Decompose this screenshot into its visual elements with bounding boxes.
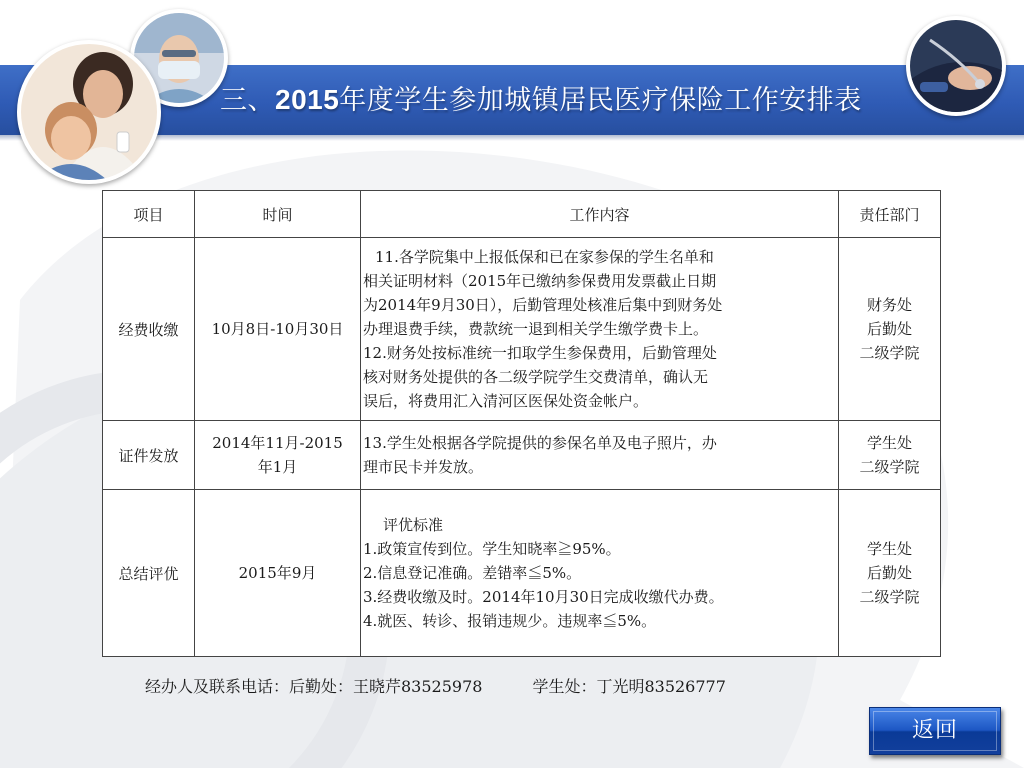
cell-dept [839, 421, 941, 490]
contact-student-office: 学生处：丁光明83526777 [532, 677, 726, 696]
content-line: 误后，将费用汇入清河区医保处资金帐户。 [363, 392, 649, 410]
content-line: 2.信息登记准确。差错率≦5%。 [363, 564, 582, 582]
content-line: 4.就医、转诊、报销违规少。违规率≦5%。 [363, 612, 657, 630]
slide-title [220, 80, 940, 120]
cell-dept [839, 490, 941, 657]
schedule-table [102, 190, 941, 657]
schedule-table-container [102, 190, 940, 657]
table-row [103, 421, 941, 490]
cell-content [361, 238, 839, 421]
cell-content [361, 490, 839, 657]
dept-line: 二级学院 [859, 588, 920, 606]
header-content: 工作内容 [361, 191, 839, 238]
content-line: 核对财务处提供的各二级学院学生交费清单，确认无 [363, 368, 709, 386]
table-row [103, 490, 941, 657]
family-photo-icon [17, 40, 161, 184]
content-line: 评优标准 [383, 516, 444, 534]
table-header-row [103, 191, 941, 238]
cell-item: 经费收缴 [103, 238, 195, 421]
title-prefix: 三、 [220, 85, 275, 116]
cell-time: 10月8日-10月30日 [195, 238, 361, 421]
dept-line: 后勤处 [866, 320, 912, 338]
time-line: 2014年11月-2015 [212, 434, 343, 452]
time-line: 年1月 [257, 458, 298, 476]
content-line: 12.财务处按标准统一扣取学生参保费用，后勤管理处 [363, 344, 717, 362]
content-line: 理市民卡并发放。 [363, 458, 484, 476]
back-button[interactable] [869, 707, 1001, 755]
dept-line: 学生处 [866, 434, 912, 452]
cell-content [361, 421, 839, 490]
cell-time [195, 421, 361, 490]
cell-time: 2015年9月 [195, 490, 361, 657]
dept-line: 财务处 [866, 296, 912, 314]
content-line: 办理退费手续，费款统一退到相关学生缴学费卡上。 [363, 320, 709, 338]
dept-line: 二级学院 [859, 344, 920, 362]
content-line: 1.政策宣传到位。学生知晓率≧95%。 [363, 540, 621, 558]
dept-line: 二级学院 [859, 458, 920, 476]
header-time: 时间 [195, 191, 361, 238]
back-button-label: 返回 [911, 718, 958, 743]
contact-logistics: 经办人及联系电话：后勤处：王晓芹83525978 [145, 677, 483, 696]
dept-line: 学生处 [866, 540, 912, 558]
title-suffix: 年度学生参加城镇居民医疗保险工作安排表 [339, 85, 862, 116]
content-line: 相关证明材料（2015年已缴纳参保费用发票截止日期 [363, 272, 717, 290]
content-line: 13.学生处根据各学院提供的参保名单及电子照片，办 [363, 434, 717, 452]
cell-item: 总结评优 [103, 490, 195, 657]
content-line: 3.经费收缴及时。2014年10月30日完成收缴代办费。 [363, 588, 724, 606]
title-year: 2015 [275, 84, 340, 115]
header-item: 项目 [103, 191, 195, 238]
contact-info [145, 674, 726, 697]
header-dept: 责任部门 [839, 191, 941, 238]
dept-line: 后勤处 [866, 564, 912, 582]
content-line: 为2014年9月30日），后勤管理处核准后集中到财务处 [363, 296, 723, 314]
cell-dept [839, 238, 941, 421]
content-line: 11.各学院集中上报低保和已在家参保的学生名单和 [375, 248, 714, 266]
cell-item: 证件发放 [103, 421, 195, 490]
table-row [103, 238, 941, 421]
